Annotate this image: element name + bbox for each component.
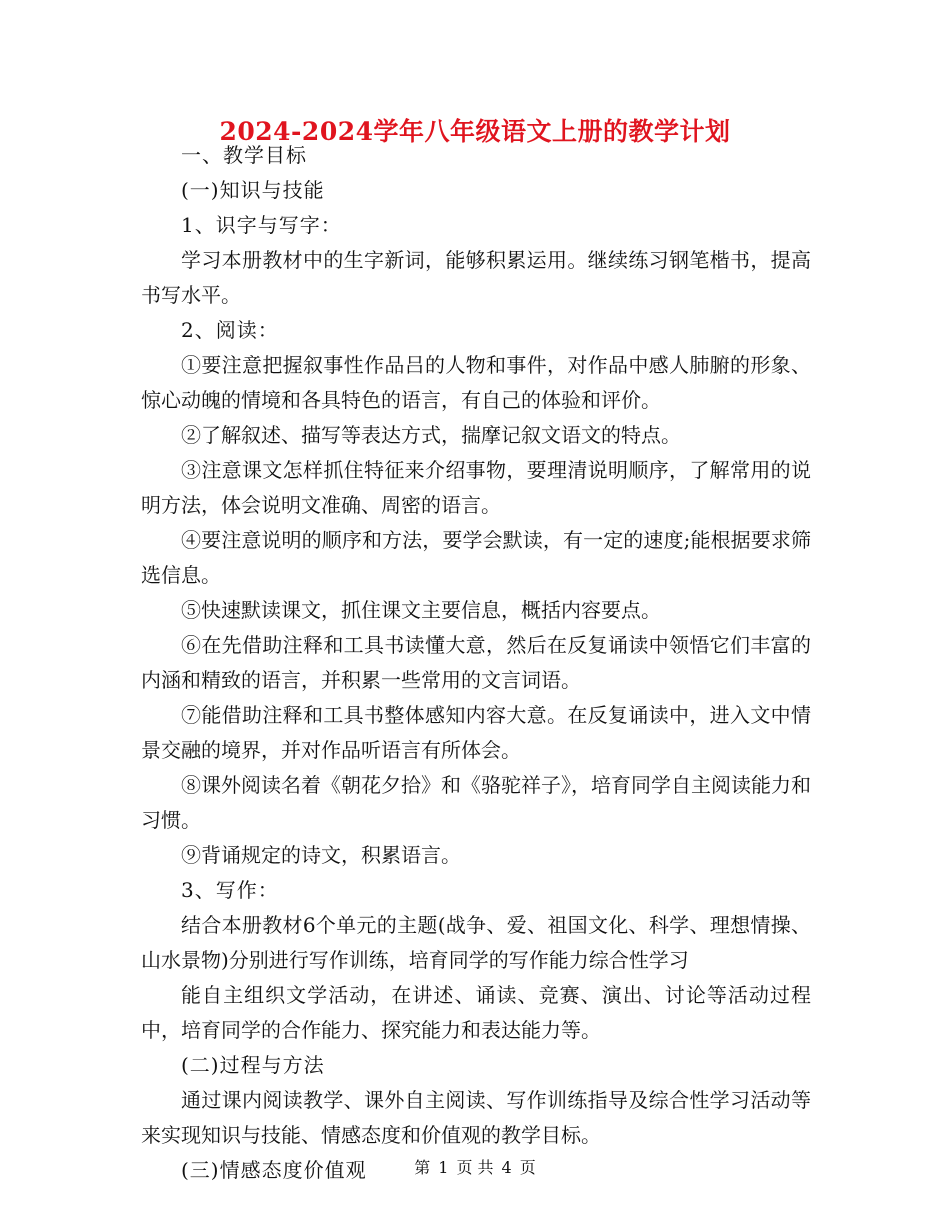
paragraph: ①要注意把握叙事性作品吕的人物和事件，对作品中感人肺腑的形象、惊心动魄的情境和各具特色的语言，有自己的体验和评价。 — [141, 353, 811, 412]
total-pages-number: 4 — [501, 1158, 512, 1177]
paragraph: (二)过程与方法 — [181, 1053, 325, 1077]
paragraph: ④要注意说明的顺序和方法，要学会默读，有一定的速度;能根据要求筛选信息。 — [141, 528, 811, 587]
paragraph: ⑦能借助注释和工具书整体感知内容大意。在反复诵读中，进入文中情景交融的境界，并对作品听语言有所体会。 — [141, 703, 811, 762]
document-body — [141, 138, 811, 1188]
paragraph: (一)知识与技能 — [181, 178, 325, 202]
current-page-number: 1 — [438, 1158, 449, 1177]
page-label-suffix: 页 — [519, 1158, 536, 1177]
paragraph: ⑨背诵规定的诗文，积累语言。 — [181, 843, 461, 867]
paragraph: 一、教学目标 — [181, 143, 307, 167]
page-footer — [0, 1155, 950, 1178]
page-label-mid: 页 共 — [456, 1158, 494, 1177]
paragraph: ②了解叙述、描写等表达方式，揣摩记叙文语文的特点。 — [181, 423, 681, 447]
paragraph: ③注意课文怎样抓住特征来介绍事物，要理清说明顺序，了解常用的说明方法，体会说明文准确、周密的语言。 — [141, 458, 811, 517]
paragraph: ⑥在先借助注释和工具书读懂大意，然后在反复诵读中领悟它们丰富的内涵和精致的语言，并积累一些常用的文言词语。 — [141, 633, 811, 692]
paragraph: 能自主组织文学活动，在讲述、诵读、竞赛、演出、讨论等活动过程中，培育同学的合作能力、探究能力和表达能力等。 — [141, 983, 811, 1042]
paragraph: 2、阅读： — [181, 318, 279, 342]
document-title: 2024-2024学年八年级语文上册的教学计划 — [219, 117, 731, 146]
paragraph: 通过课内阅读教学、课外自主阅读、写作训练指导及综合性学习活动等来实现知识与技能、情感态度和价值观的教学目标。 — [141, 1088, 811, 1147]
paragraph: ⑧课外阅读名着《朝花夕拾》和《骆驼祥子》，培育同学自主阅读能力和习惯。 — [141, 773, 811, 832]
paragraph: 3、写作： — [181, 878, 279, 902]
paragraph: 1、识字与写字： — [181, 213, 342, 237]
paragraph: 学习本册教材中的生字新词，能够积累运用。继续练习钢笔楷书，提高书写水平。 — [141, 248, 811, 307]
paragraph: (三)情感态度价值观 — [181, 1158, 367, 1182]
paragraph: ⑤快速默读课文，抓住课文主要信息，概括内容要点。 — [181, 598, 661, 622]
page-label-prefix: 第 — [414, 1158, 431, 1177]
paragraph: 结合本册教材6个单元的主题(战争、爱、祖国文化、科学、理想情操、山水景物)分别进行写作训练，培育同学的写作能力综合性学习 — [141, 913, 811, 972]
